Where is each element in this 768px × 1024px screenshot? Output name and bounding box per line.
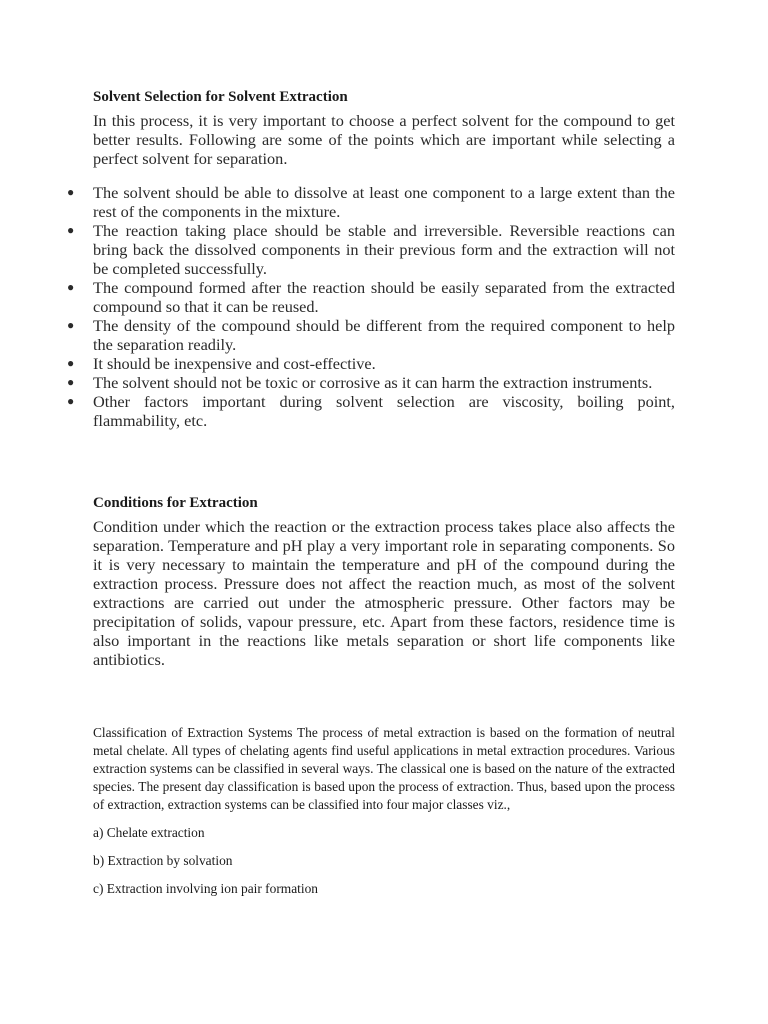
section-solvent-selection [67,88,675,430]
list-item: ● The reaction taking place should be stable and irreversible. Reversible reactions can bring back the dissolved components in their previous form and the extraction will not be completed successfully. [67,221,675,278]
conditions-paragraph: Condition under which the reaction or the extraction process takes place also affects the separation. Temperature and pH play a very important role in separating components. So it is very necessary to maintain the temperature and pH of the compound during the extraction process. Pressure does not affect the reaction much, as most of the solvent extractions are carried out under the atmospheric pressure. Other factors may be precipitation of solids, vapour pressure, etc. Apart from these factors, residence time is also important in the reactions like metals separation or short life components like antibiotics. [93,517,675,669]
section-heading: Solvent Selection for Solvent Extraction [93,89,348,105]
list-item: a) Chelate extraction [93,825,205,840]
bullet-icon: ● [67,280,75,294]
list-item: ● The compound formed after the reaction should be easily separated from the extracted compound so that it can be reused. [67,278,675,316]
bullet-icon: ● [67,375,75,389]
list-item: b) Extraction by solvation [93,853,233,868]
bullet-icon: ● [67,185,75,199]
list-item: ● The solvent should not be toxic or corrosive as it can harm the extraction instruments. [67,373,653,392]
list-item: c) Extraction involving ion pair formation [93,881,318,896]
list-item: ● The solvent should be able to dissolve at least one component to a large extent than the rest of the components in the mixture. [67,183,675,221]
section-heading: Conditions for Extraction [93,495,258,511]
bullet-icon: ● [67,394,75,408]
bullet-icon: ● [67,356,75,370]
section-classification [93,724,675,898]
bullet-icon: ● [67,223,75,237]
section-conditions [93,494,675,669]
bullet-icon: ● [67,318,75,332]
list-item: ● Other factors important during solvent selection are viscosity, boiling point, flammability, etc. [67,392,675,430]
classification-paragraph: Classification of Extraction Systems The process of metal extraction is based on the formation of neutral metal chelate. All types of chelating agents find useful applications in metal extraction procedures. Various extraction systems can be classified in several ways. The classical one is based on the nature of the extracted species. The present day classification is based upon the process of extraction. Thus, based upon the process of extraction, extraction systems can be classified into four major classes viz., [93,725,675,812]
intro-paragraph: In this process, it is very important to choose a perfect solvent for the compound to get better results. Following are some of the points which are important while selecting a perfect solvent for separation. [93,111,675,168]
bullet-list [67,183,675,430]
list-item: ● The density of the compound should be different from the required component to help the separation readily. [67,316,675,354]
list-item: ● It should be inexpensive and cost-effective. [67,354,376,373]
